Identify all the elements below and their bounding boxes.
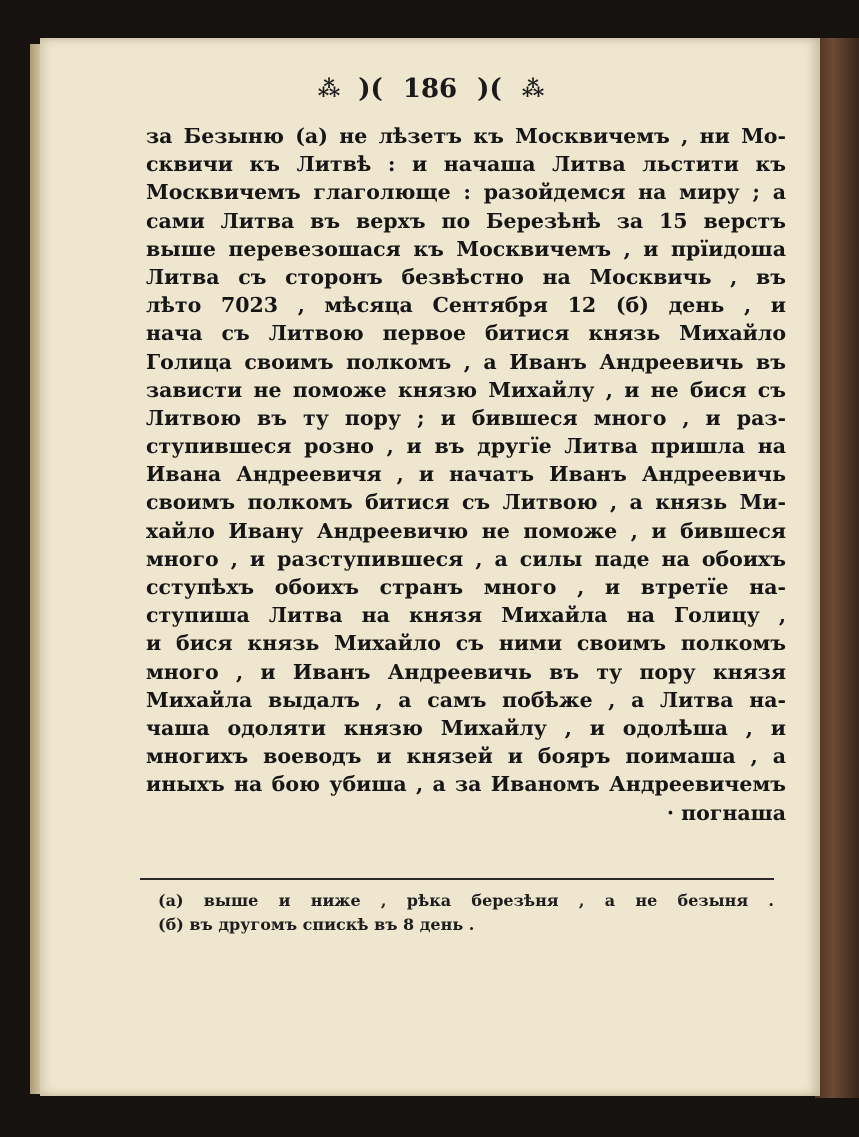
right-ornament-icon: ⁂ [521,76,543,102]
text-line: много , и разступившеся , а силы паде на обоихъ [146,546,786,571]
text-line: за Безыню (а) не лѣзетъ къ Москвичемъ , ни Мо- [146,124,786,148]
text-line: ступившеся розно , и въ другїе Литва пришла на [146,434,786,459]
text-line: своимъ полкомъ битися съ Литвою , а князь Ми- [146,490,786,515]
text-line: много , и Иванъ Андреевичь въ ту пору князя [146,659,786,684]
footnote-a: (а) выше и ниже , рѣка березѣня , а не безыня . [158,891,774,910]
catchword: · погнаша [666,800,786,825]
text-line: сами Литва въ верхъ по Березѣнѣ за 15 верстъ [146,208,786,233]
text-line: лѣто 7023 , мѣсяца Сентября 12 (б) день , и [146,293,786,318]
right-paren: )( [477,74,502,104]
text-line: сквичи къ Литвѣ : и начаша Литва льстити къ [146,152,786,177]
footnote-b: (б) въ другомъ спискѣ въ 8 день . [158,915,475,934]
text-line: ступиша Литва на князя Михайла на Голицу , [146,603,786,628]
text-line: выше перевезошася къ Москвичемъ , и прїидоша [146,236,786,261]
text-line: нача съ Литвою первое битися князь Михайло [146,321,786,346]
text-line: иныхъ на бою убиша , а за Иваномъ Андреевичемъ [146,772,786,797]
text-line: Михайла выдалъ , а самъ побѣже , а Литва на- [146,687,786,712]
text-line: Москвичемъ глаголюще : разойдемся на миру ; а [146,180,786,205]
text-line: многихъ воеводъ и князей и бояръ поимаша , а [146,744,786,769]
body-text [146,122,786,827]
text-line: и бися князь Михайло съ ними своимъ полкомъ [146,631,786,656]
text-line: Литвою въ ту пору ; и бившеся много , и раз- [146,405,786,430]
text-line: Ивана Андреевичя , и начатъ Иванъ Андреевичь [146,462,786,487]
text-line: Литва съ сторонъ безвѣстно на Москвичь , въ [146,264,786,289]
text-line: чаша одоляти князю Михайлу , и одолѣша , и [146,715,786,740]
left-ornament-icon: ⁂ [317,76,339,102]
text-line: Голица своимъ полкомъ , а Иванъ Андреевичь въ [146,349,786,374]
text-line: зависти не поможе князю Михайлу , и не бися съ [146,377,786,402]
page-number: 186 [402,74,458,104]
text-line: хайло Ивану Андреевичю не поможе , и бившеся [146,518,786,543]
footnote-divider [140,878,774,880]
page-header [40,74,820,104]
footnotes [158,889,774,937]
left-paren: )( [358,74,383,104]
book-cover-edge [815,38,859,1098]
book-page [40,38,820,1096]
text-line: сступѣхъ обоихъ странъ много , и втретїе на- [146,575,786,599]
